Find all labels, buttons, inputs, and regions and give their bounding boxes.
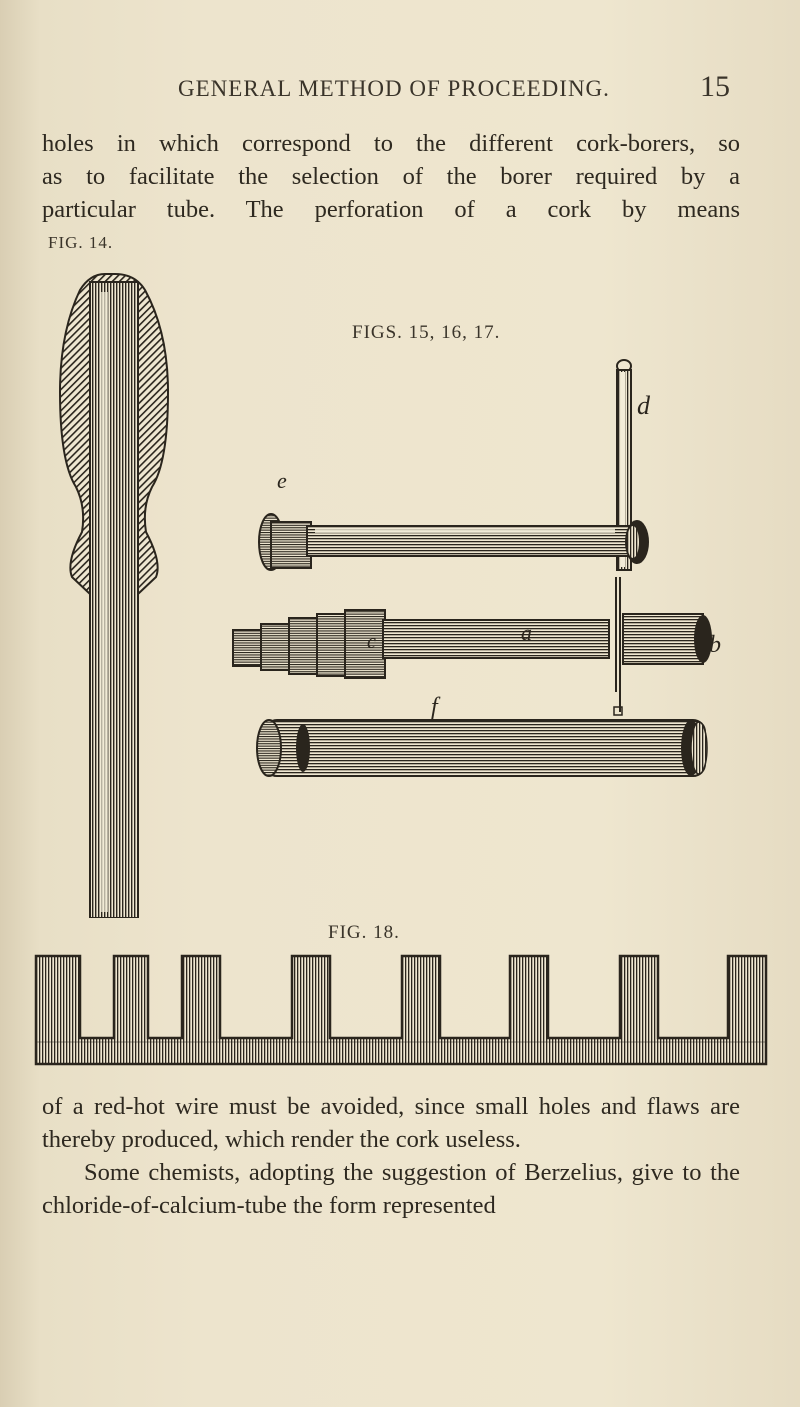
- paragraph: of a red-hot wire must be avoided, since small holes and flaws are thereby produced, which render the cork useless.: [42, 1093, 740, 1153]
- figs15-17-caption: FIGS. 15, 16, 17.: [352, 322, 501, 343]
- running-title: GENERAL METHOD OF PROCEEDING.: [178, 76, 610, 101]
- bottom-text: [42, 1090, 740, 1222]
- page-number: 15: [700, 70, 730, 103]
- label-b: b: [709, 632, 721, 658]
- fig18-caption: FIG. 18.: [328, 922, 400, 943]
- label-e: e: [277, 468, 287, 493]
- label-f: f: [431, 694, 438, 720]
- label-a: a: [521, 620, 532, 645]
- running-head: [0, 70, 800, 110]
- fig14-cork-borer-illustration: [50, 272, 180, 918]
- top-paragraph: [42, 127, 740, 226]
- text-line: holes in which correspond to the different cork-borers, so: [42, 130, 740, 157]
- fig18-tube-illustration: [30, 952, 772, 1070]
- label-d: d: [637, 391, 650, 420]
- fig14-caption: FIG. 14.: [48, 233, 114, 252]
- text-line: as to facilitate the selection of the borer required by a: [42, 163, 740, 190]
- text-line: particular tube. The perforation of a cork by means: [42, 196, 740, 223]
- figs15-17-illustration: [225, 352, 725, 782]
- paragraph: Some chemists, adopting the suggestion of Berzelius, give to the chloride-of-calcium-tube the form represented: [42, 1159, 740, 1219]
- label-c: c: [367, 631, 376, 653]
